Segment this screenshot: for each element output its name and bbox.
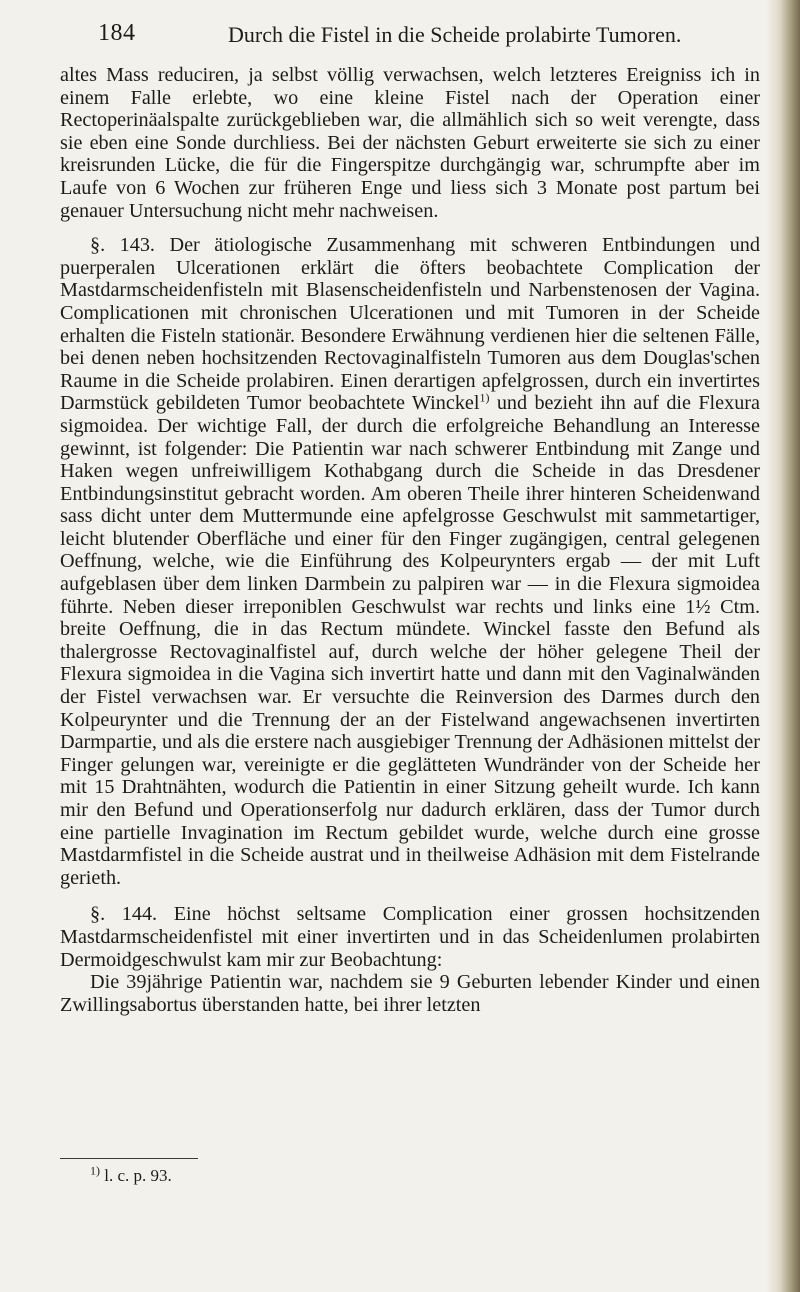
footnote-text: l. c. p. 93. — [100, 1166, 172, 1185]
page-edge-shadow — [766, 0, 800, 1292]
paragraph-section-143 — [60, 234, 760, 889]
page-number: 184 — [98, 20, 136, 46]
footnote-marker: 1) — [90, 1163, 100, 1178]
body-text — [60, 64, 760, 1016]
paragraph-continuation: altes Mass reduciren, ja selbst völlig verwachsen, welch letzteres Ereigniss ich in einem Falle erlebte, wo eine kleine Fistel nach der Operation einer Rectoperinäalspalte zurückgeblieben war, die allmählich sich so weit verengte, dass sie eben eine Sonde durchliess. Bei der nächsten Geburt erweiterte sie sich zu einer kreisrunden Lücke, die für die Fingerspitze durchgängig war, schrumpfte aber im Laufe von 6 Wochen zur früheren Enge und liess sich 3 Monate post partum bei genauer Untersuchung nicht mehr nachweisen. — [60, 64, 760, 222]
paragraph-section-144: §. 144. Eine höchst seltsame Complication einer grossen hochsitzenden Mastdarmscheidenfistel mit einer invertirten und in das Scheidenlumen prolabirten Dermoidgeschwulst kam mir zur Beobachtung: — [60, 903, 760, 971]
running-title: Durch die Fistel in die Scheide prolabirte Tumoren. — [228, 22, 682, 47]
paragraph-case-report: Die 39jährige Patientin war, nachdem sie 9 Geburten lebender Kinder und einen Zwillingsabortus überstanden hatte, bei ihrer letzten — [60, 971, 760, 1016]
footnote-divider — [60, 1158, 198, 1159]
footnote-reference: 1) — [479, 390, 490, 405]
page-header — [98, 20, 758, 56]
paragraph-section-143-part-1: §. 143. Der ätiologische Zusammenhang mit schweren Entbindungen und puerperalen Ulcerationen erklärt die öfters beobachtete Complication der Mastdarmscheidenfisteln mit Blasenscheidenfisteln und Narbenstenosen der Vagina. Complicationen mit chronischen Ulcerationen und mit Tumoren in der Scheide erhalten die Fisteln stationär. Besondere Erwähnung verdienen hier die seltenen Fälle, bei denen neben hochsitzenden Rectovaginalfisteln Tumoren aus dem Douglas'schen Raume in die Scheide prolabiren. Einen derartigen apfelgrossen, durch ein invertirtes Darmstück gebildeten Tumor beobachtete Winckel — [60, 234, 760, 415]
paragraph-section-143-part-2: und bezieht ihn auf die Flexura sigmoidea. Der wichtige Fall, der durch die erfolgreiche Behandlung an Interesse gewinnt, ist folgender: Die Patientin war nach schwerer Entbindung mit Zange und Haken wegen unfreiwilligem Kothabgang durch die Scheide in das Dresdener Entbindungsinstitut gebracht worden. Am oberen Theile ihrer hinteren Scheidenwand sass dicht unter dem Muttermunde eine apfelgrosse Geschwulst mit sammetartiger, leicht blutender Oberfläche und einer für den Finger zugängigen, central gelegenen Oeffnung, welche, wie die Einführung des Kolpeurynters ergab — der mit Luft aufgeblasen über dem linken Darmbein zu palpiren war — in die Flexura sigmoidea führte. Neben dieser irreponiblen Geschwulst war rechts und links eine 1½ Ctm. breite Oeffnung, die in das Rectum mündete. Winckel fasste den Befund als thalergrosse Rectovaginalfistel auf, durch welche der höher gelegene Theil der Flexura sigmoidea in die Vagina sich invertirt hatte und dann mit den Vaginalwänden der Fistel verwachsen war. Er versuchte die Reinversion des Darmes durch den Kolpeurynter und die Trennung der an der Fistelwand angewachsenen invertirten Darmpartie, und als die erstere nach ausgiebiger Trennung der Adhäsionen mittelst der Finger gelungen war, vereinigte er die geglätteten Wundränder von der Scheide her mit 15 Drahtnähten, wodurch die Patientin in einer Sitzung geheilt wurde. Ich kann mir den Befund und Operationserfolg nur dadurch erklären, dass der Tumor durch eine partielle Invagination im Rectum gebildet wurde, welche durch eine grosse Mastdarmfistel in die Scheide austrat und in theilweise Adhäsion mit dem Fistelrande gerieth. — [60, 392, 760, 889]
footnote — [90, 1163, 172, 1186]
